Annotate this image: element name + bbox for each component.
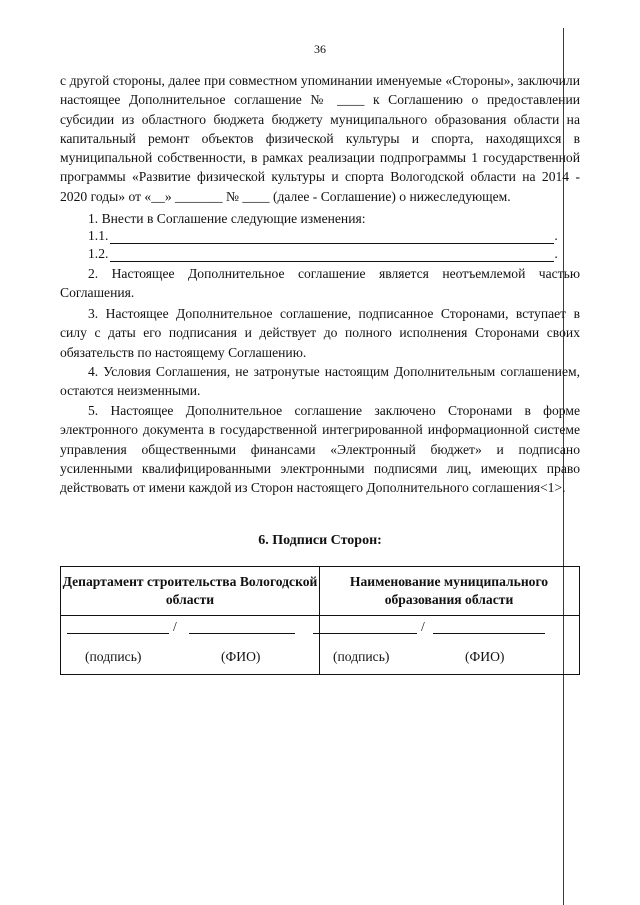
page-number: 36 (314, 42, 326, 56)
right-name-line (433, 633, 545, 634)
item-4: 4. Условия Соглашения, не затронутые настоящим Дополнительным соглашением, остаются неизменными. (60, 364, 580, 399)
item-1-1-end: . (554, 228, 558, 243)
left-name-line (189, 633, 295, 634)
left-signature-line (67, 633, 169, 634)
left-name-caption: (ФИО) (221, 649, 261, 664)
item-2: 2. Настоящее Дополнительное соглашение является неотъемлемой частью Соглашения. (60, 266, 580, 301)
item-3: 3. Настоящее Дополнительное соглашение, подписанное Сторонами, вступает в силу с даты его подписания и действует до полного исполнения Сторонами своих обязательств по настоящему Соглашению. (60, 306, 580, 360)
left-slash: / (173, 619, 177, 634)
item-1-1-label: 1.1. (88, 228, 109, 243)
right-slash: / (421, 619, 425, 634)
item-1-2-label: 1.2. (88, 246, 109, 261)
item-1-2 (88, 246, 558, 262)
table-row-separator (61, 615, 579, 616)
item-1-1 (88, 228, 558, 244)
signature-table (60, 566, 580, 675)
right-signature-caption: (подпись) (333, 649, 390, 664)
item-1-2-blank (110, 247, 554, 262)
item-1-2-end: . (554, 246, 558, 261)
item-1: 1. Внести в Соглашение следующие изменения: (88, 211, 366, 226)
item-5: 5. Настоящее Дополнительное соглашение заключено Сторонами в форме электронного документа в государственной интегрированной информационной системе управления общественными финансами «Электронный бюджет» и подписано усиленными квалифицированными электронными подписями лиц, имеющих право действовать от имени каждой из Сторон настоящего Дополнительного соглашения<1>. (60, 403, 580, 496)
item-1-1-blank (110, 229, 554, 244)
right-name-caption: (ФИО) (465, 649, 505, 664)
right-party-name: Наименование муниципального образования области (349, 574, 549, 607)
left-signature-caption: (подпись) (85, 649, 142, 664)
left-party-name: Департамент строительства Вологодской области (62, 574, 318, 607)
intro-paragraph: с другой стороны, далее при совместном упоминании именуемые «Стороны», заключили настоящее Дополнительное соглашение № ____ к Соглашению о предоставлении субсидии из областного бюджета бюджету муниципального образования области на капитальный ремонт объектов физической культуры и спорта, находящихся в муниципальной собственности, в рамках реализации подпрограммы 1 государственной программы «Развитие физической культуры и спорта Вологодской области на 2014 - 2020 годы» от «__» _______ № ____ (далее - Соглашение) о нижеследующем. (60, 73, 580, 204)
section-title: 6. Подписи Сторон: (258, 533, 382, 548)
right-signature-line (313, 633, 417, 634)
